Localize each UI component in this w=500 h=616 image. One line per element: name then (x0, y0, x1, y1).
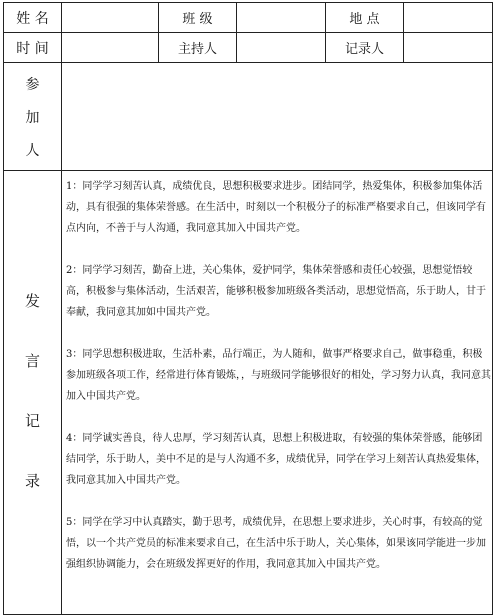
speech-record-item: 4：同学诚实善良，待人忠厚，学习刻苦认真，思想上积极进取，有较强的集体荣誉感，能够团结同学，乐于助人，美中不足的是与人沟通不多，成绩优异，同学在学习上刻苦认真热爱集体，我同意其加入中国共产党。 (66, 433, 486, 486)
rule-right (492, 2, 493, 615)
speech-records-label-char: 记 (24, 411, 40, 430)
speech-records-content[interactable] (66, 176, 492, 614)
name-label: 姓 名 (16, 10, 49, 27)
speech-record-item: 1：同学学习刻苦认真，成绩优良，思想积极要求进步。团结同学，热爱集体，积极参加集体活动，具有很强的集体荣誉感。在生活中，时刻以一个积极分子的标准严格要求自己，但该同学有点内向，不善于与人沟通，我同意其加入中国共产党。 (66, 181, 486, 234)
rule-bottom (3, 614, 493, 615)
speech-record-item: 3：同学思想积极进取，生活朴素，品行端正，为人随和，做事严格要求自己，做事稳重，积极参加班级各项工作，经常进行体育锻炼，，与班级同学能够很好的相处，学习努力认真，我同意其加入中国共产党。 (66, 349, 491, 402)
speech-records-label-char: 发 (24, 291, 40, 310)
speech-record-item: 5：同学在学习中认真踏实，勤于思考，成绩优异，在思想上要求进步，关心时事，有较高的觉悟，以一个共产党员的标准来要求自己，在生活中乐于助人，关心集体，如果该同学能进一步加强组织协调能力，会在班级发挥更好的作用，我同意其加入中国共产党。 (66, 517, 486, 570)
recorder-field[interactable] (404, 33, 492, 62)
rule-row3 (3, 170, 493, 171)
speech-records-label-char: 录 (24, 471, 40, 490)
host-field[interactable] (237, 33, 325, 62)
class-field[interactable] (237, 3, 325, 32)
speech-record-item: 2：同学学习刻苦，勤奋上进，关心集体，爱护同学，集体荣誉感和责任心较强，思想觉悟较高，积极参与集体活动，生活艰苦，能够积极参加班级各类活动，思想觉悟高，乐于助人，甘于奉献，我同意其加如中国共产党。 (66, 265, 486, 318)
speech-records-label (4, 270, 61, 510)
name-field[interactable] (62, 3, 158, 32)
place-field[interactable] (404, 3, 492, 32)
host-label: 主持人 (177, 42, 217, 57)
time-label: 时 间 (16, 40, 49, 57)
participants-label-char: 人 (25, 142, 40, 159)
participants-field[interactable] (62, 63, 492, 170)
time-field[interactable] (62, 33, 158, 62)
class-label: 班 级 (182, 12, 213, 27)
participants-label-char: 加 (25, 109, 40, 126)
place-label: 地 点 (349, 12, 380, 27)
recorder-label: 记录人 (344, 42, 384, 57)
participants-label-char: 参 (25, 77, 40, 94)
participants-label (4, 68, 61, 166)
speech-records-label-char: 言 (24, 351, 40, 370)
